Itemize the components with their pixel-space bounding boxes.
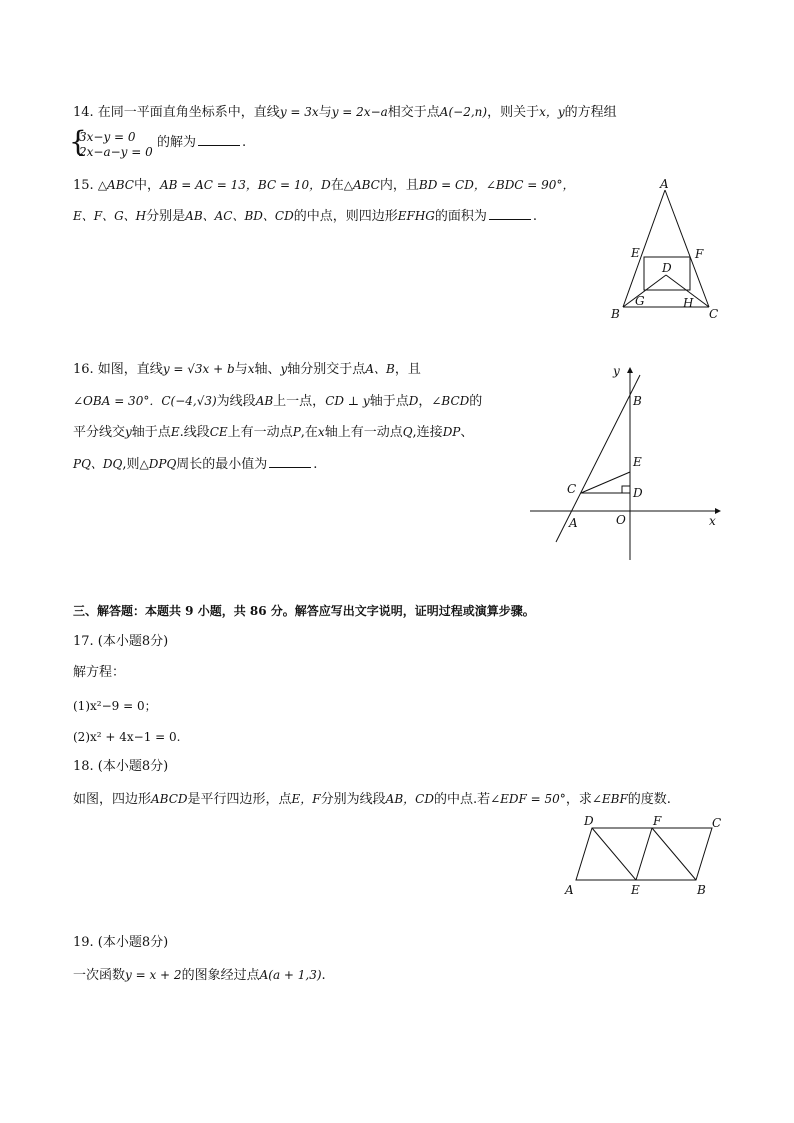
q15-text: 的中点，则四边形 bbox=[293, 209, 398, 224]
q14-text: ，则关于 bbox=[487, 105, 540, 120]
q16-math: CD ⊥ y bbox=[325, 394, 370, 408]
q16-text: 为线段 bbox=[216, 394, 256, 409]
q16-text: 上有一动点 bbox=[227, 425, 293, 440]
q18-math: ABCD bbox=[151, 792, 188, 806]
q16-text: 与 bbox=[234, 362, 248, 377]
q16-text: 周长的最小值为 bbox=[176, 457, 268, 472]
q14-text: 相交于点 bbox=[387, 105, 440, 120]
q16-figure bbox=[525, 360, 725, 565]
q16-math: ∠BCD bbox=[431, 394, 470, 408]
q14-system bbox=[79, 130, 153, 160]
q16-text: ,连接 bbox=[412, 425, 443, 440]
q16-math: CE bbox=[209, 425, 228, 439]
q15-text: . bbox=[532, 209, 538, 224]
q14-vars: x，y bbox=[539, 105, 565, 119]
q16-text: ,在 bbox=[300, 425, 318, 440]
q16-text: . bbox=[313, 457, 318, 472]
q19-line1 bbox=[73, 966, 326, 985]
q16-math: △DPQ bbox=[139, 457, 177, 471]
label-D: D bbox=[584, 814, 594, 828]
q16-text: 平分线交 bbox=[73, 425, 126, 440]
q18-math: ∠EDF = 50° bbox=[490, 792, 566, 806]
q17-head: 17. (本小题8分) bbox=[73, 634, 169, 649]
q19-math: y = x + 2 bbox=[125, 968, 182, 982]
segment-fe bbox=[636, 828, 652, 880]
label-B: B bbox=[633, 394, 642, 408]
q16-text: 16. 如图，直线 bbox=[73, 362, 163, 377]
q15-math: BD = CD，∠BDC = 90°， bbox=[418, 178, 575, 192]
q15-math: AB、AC、BD、CD bbox=[185, 209, 294, 223]
right-angle-mark bbox=[622, 486, 630, 493]
q16-line4 bbox=[73, 455, 317, 474]
q18-text: 的中点.若 bbox=[433, 792, 491, 807]
q16-text: 轴上有一动点 bbox=[324, 425, 403, 440]
label-D: D bbox=[662, 261, 672, 275]
q16-math: AB bbox=[255, 394, 274, 408]
q17-part1: (1)x²−9 = 0； bbox=[73, 699, 157, 713]
label-E: E bbox=[631, 883, 640, 897]
q15-text: 在 bbox=[330, 178, 344, 193]
q14-eq2: y = 2x−a bbox=[331, 105, 388, 119]
q16-text: 、 bbox=[460, 425, 474, 440]
q15-math: EFHG bbox=[397, 209, 435, 223]
q16-text: 的 bbox=[469, 394, 483, 409]
q14-text: 与 bbox=[318, 105, 332, 120]
segment-fb bbox=[652, 828, 696, 880]
q15-math: △ABC bbox=[343, 178, 380, 192]
q16-text: 轴于点 bbox=[131, 425, 171, 440]
label-y: y bbox=[613, 364, 620, 378]
q15-line2 bbox=[73, 207, 537, 226]
label-E: E bbox=[633, 455, 642, 469]
q16-text: ,则 bbox=[122, 457, 140, 472]
label-B: B bbox=[611, 307, 620, 321]
q16-line1 bbox=[73, 360, 421, 379]
q14-eq1: y = 3x bbox=[279, 105, 319, 119]
q15-text: 分别是 bbox=[146, 209, 186, 224]
q15-text: 15. bbox=[73, 178, 98, 193]
q18-math: AB，CD bbox=[385, 792, 434, 806]
q14-line1 bbox=[73, 103, 617, 122]
q14-text: . bbox=[242, 135, 247, 150]
label-H: H bbox=[683, 296, 694, 310]
label-G: G bbox=[635, 294, 645, 308]
q15-math: E、F、G、H bbox=[73, 209, 147, 223]
answer-blank[interactable] bbox=[198, 133, 240, 146]
q15-text: 内，且 bbox=[379, 178, 419, 193]
q16-math: E bbox=[170, 425, 180, 439]
q16-math: y bbox=[125, 425, 132, 439]
q16-text: 轴分别交于点 bbox=[287, 362, 366, 377]
label-F: F bbox=[653, 814, 662, 828]
answer-blank[interactable] bbox=[489, 207, 531, 220]
q14-text: 14. 在同一平面直角坐标系中，直线 bbox=[73, 105, 280, 120]
label-C: C bbox=[712, 816, 722, 830]
q16-text: 轴于点 bbox=[369, 394, 409, 409]
q16-math: y = √3x + b bbox=[162, 362, 235, 376]
q14-sys-eq1: 3x−y = 0 bbox=[79, 130, 136, 144]
q15-line1 bbox=[73, 176, 574, 195]
q19-head: 19. (本小题8分) bbox=[73, 935, 169, 950]
q17-part2: (2)x² + 4x−1 = 0. bbox=[73, 730, 181, 744]
q17-prompt: 解方程： bbox=[73, 665, 126, 680]
label-A: A bbox=[569, 516, 578, 530]
label-B: B bbox=[697, 883, 706, 897]
q16-text: 上一点， bbox=[273, 394, 326, 409]
label-O: O bbox=[616, 513, 626, 527]
q19-math: A(a + 1,3) bbox=[259, 968, 322, 982]
q18-line1 bbox=[73, 790, 671, 809]
q15-text: 的面积为 bbox=[434, 209, 487, 224]
label-A: A bbox=[565, 883, 574, 897]
q16-math: P bbox=[292, 425, 301, 439]
q16-math: PQ、DQ bbox=[73, 457, 123, 471]
label-F: F bbox=[695, 247, 704, 261]
q16-math: y bbox=[280, 362, 288, 376]
q16-math: DP bbox=[442, 425, 461, 439]
q16-math: A、B bbox=[365, 362, 395, 376]
q18-math: E，F bbox=[291, 792, 321, 806]
label-C: C bbox=[567, 482, 577, 496]
section3-title: 三、解答题：本题共 9 小题，共 86 分。解答应写出文字说明，证明过程或演算步骤。 bbox=[73, 604, 535, 618]
q18-text: 分别为线段 bbox=[320, 792, 386, 807]
q16-text: ， bbox=[418, 394, 432, 409]
label-D: D bbox=[633, 486, 643, 500]
q19-text: 一次函数 bbox=[73, 968, 126, 983]
q16-line2 bbox=[73, 392, 482, 411]
q16-text: ，且 bbox=[394, 362, 421, 377]
label-C: C bbox=[709, 307, 719, 321]
q16-math: Q bbox=[402, 425, 413, 439]
q15-math: AB = AC = 13，BC = 10，D bbox=[159, 178, 331, 192]
answer-blank[interactable] bbox=[269, 455, 311, 468]
segment-de bbox=[592, 828, 636, 880]
q19-text: 的图象经过点 bbox=[181, 968, 260, 983]
label-A: A bbox=[660, 177, 669, 191]
q14-text: 的方程组 bbox=[564, 105, 617, 120]
q18-text: 是平行四边形，点 bbox=[187, 792, 292, 807]
q16-math: x bbox=[317, 425, 325, 439]
q14-answer-line bbox=[157, 133, 246, 152]
q14-sys-eq2: 2x−a−y = 0 bbox=[79, 145, 153, 159]
q19-text: . bbox=[321, 968, 326, 983]
q18-text: ，求 bbox=[565, 792, 592, 807]
q18-math: ∠EBF bbox=[591, 792, 628, 806]
q18-text: 的度数. bbox=[627, 792, 671, 807]
q16-line3 bbox=[73, 423, 473, 442]
q18-head: 18. (本小题8分) bbox=[73, 759, 169, 774]
q16-math: D bbox=[408, 394, 419, 408]
label-x: x bbox=[709, 514, 716, 528]
q14-point: A(−2,n) bbox=[439, 105, 488, 119]
q14-brace: { bbox=[69, 125, 87, 158]
q16-text: 轴、 bbox=[254, 362, 281, 377]
q15-math: △ABC bbox=[97, 178, 134, 192]
q15-text: 中， bbox=[133, 178, 160, 193]
q18-text: 如图，四边形 bbox=[73, 792, 152, 807]
q16-math: ∠OBA = 30°．C(−4,√3) bbox=[73, 394, 217, 408]
q16-text: .线段 bbox=[179, 425, 210, 440]
q15-figure bbox=[605, 175, 735, 325]
q18-figure bbox=[560, 812, 730, 902]
label-E: E bbox=[631, 246, 640, 260]
segment-ce bbox=[581, 472, 630, 493]
q16-math: x bbox=[247, 362, 255, 376]
q14-text: 的解为 bbox=[157, 135, 197, 150]
